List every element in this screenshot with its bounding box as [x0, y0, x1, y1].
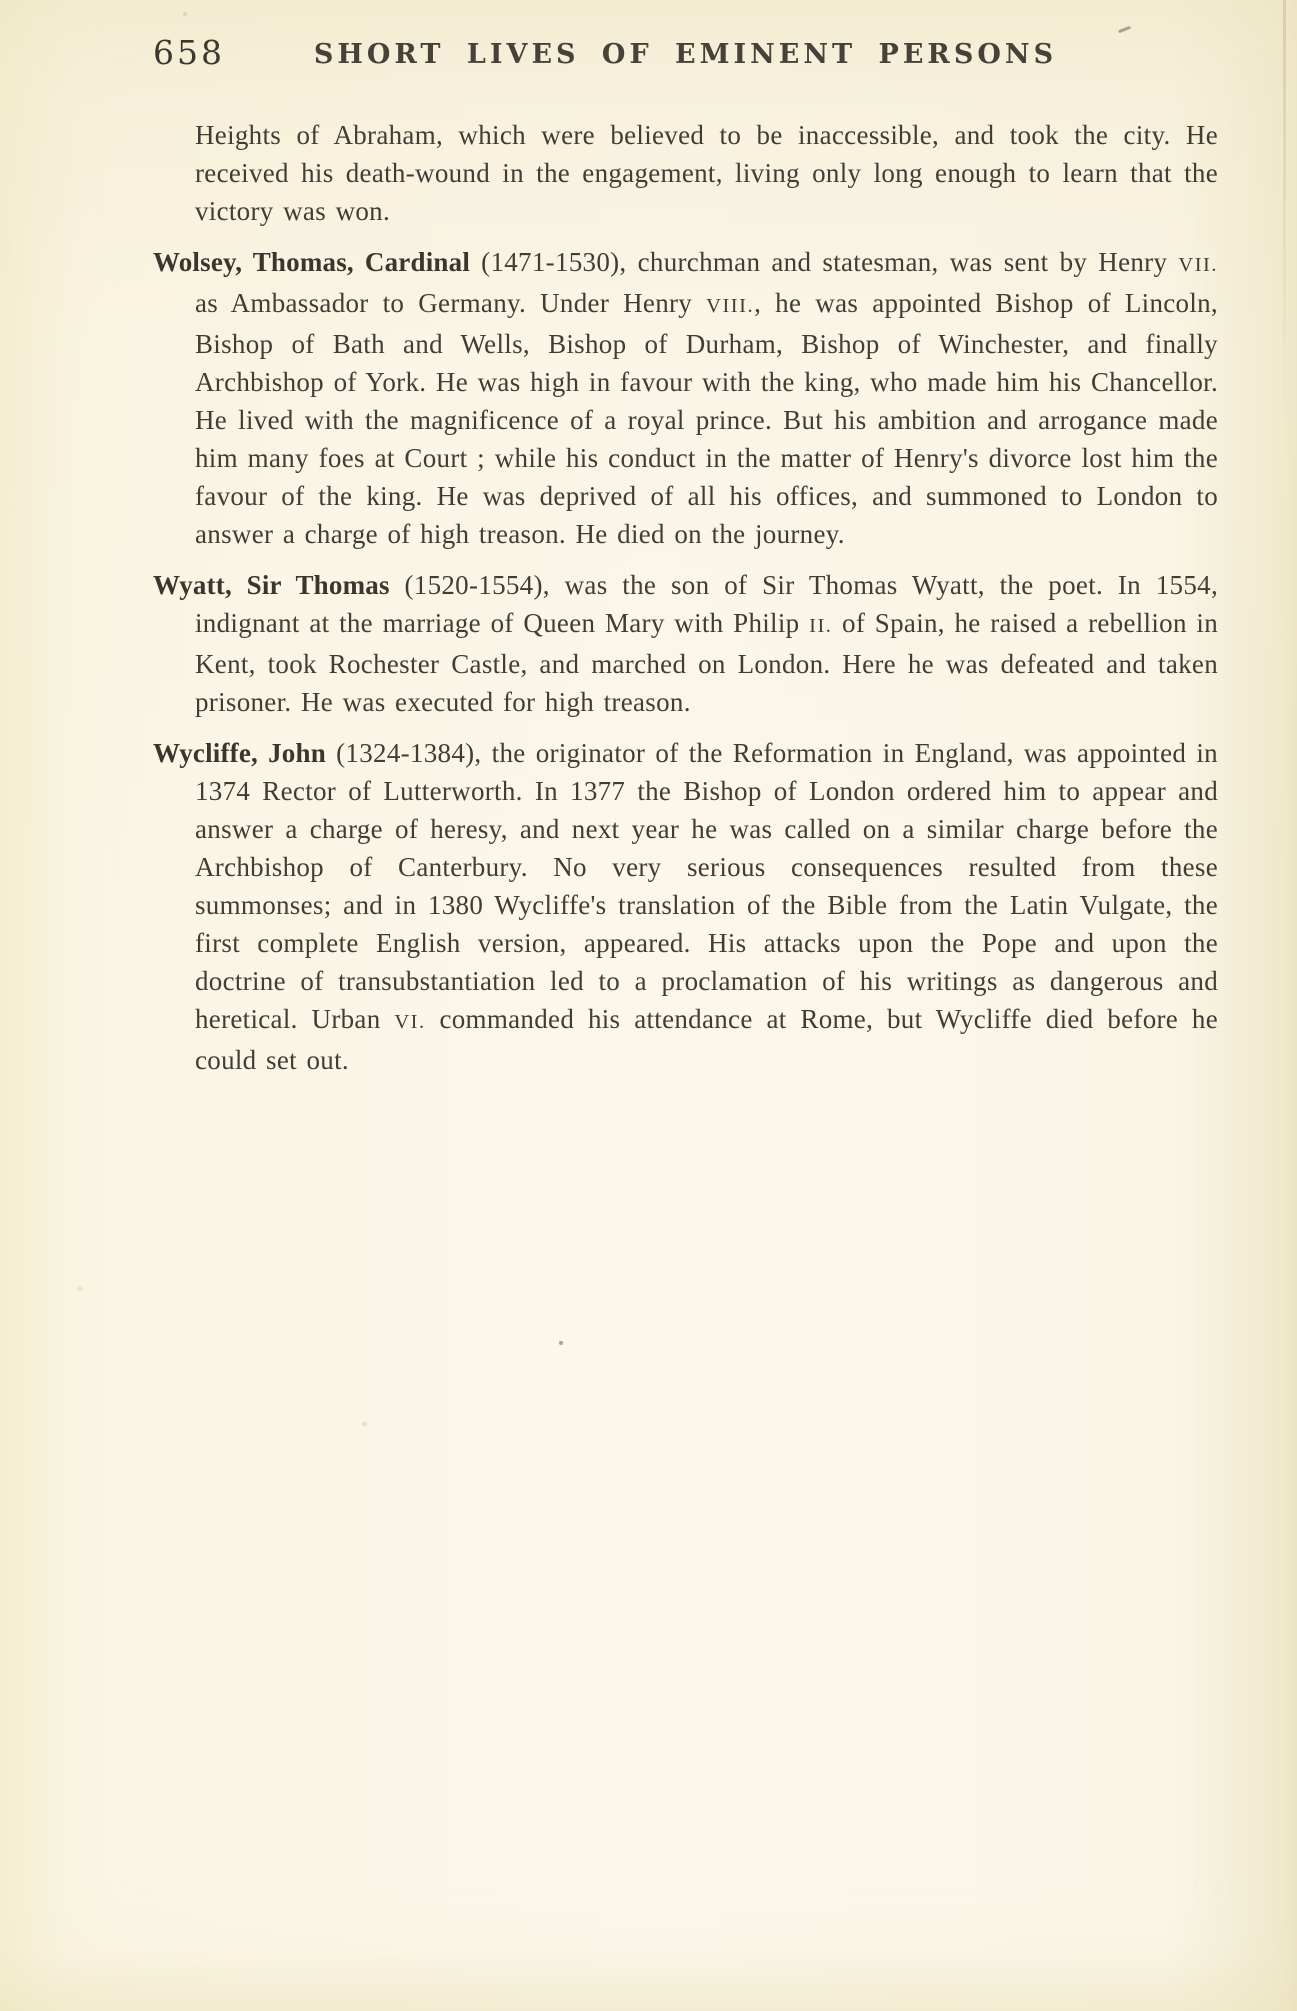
- text-run: II.: [809, 615, 833, 637]
- wyatt-entry: [153, 566, 1218, 721]
- page-edge-shadow: [1283, 0, 1286, 430]
- wycliffe-entry: [153, 734, 1218, 1079]
- paper-speck: [559, 1341, 563, 1345]
- paper-speck: [77, 1286, 83, 1291]
- page-body: [153, 116, 1218, 1079]
- text-run: (1520-1554), was the son of Sir Thomas Wyatt, the poet. In 1554, indignant at the marriage of Queen Mary with Philip: [195, 570, 1218, 638]
- paper-speck: [362, 1422, 367, 1426]
- running-title: SHORT LIVES OF EMINENT PERSONS: [313, 39, 1058, 70]
- text-run: VII.: [1178, 254, 1218, 276]
- text-run: commanded his attendance at Rome, but Wycliffe died before he could set out.: [195, 1004, 1218, 1075]
- entry-name: Wolsey, Thomas, Cardinal: [153, 247, 471, 277]
- text-run: Heights of Abraham, which were believed to be inaccessible, and took the city. He received his death-wound in the engagement, living only long enough to learn that the victory was won.: [195, 120, 1218, 226]
- paper-speck: [183, 12, 187, 16]
- text-run: (1471-1530), churchman and statesman, was sent by Henry: [470, 247, 1179, 277]
- page-number: 658: [153, 33, 225, 72]
- text-run: VI.: [394, 1011, 426, 1033]
- text-run: of Spain, he raised a rebellion in Kent, took Rochester Castle, and marched on London. Here he was defeated and taken prisoner. He was executed for high treason.: [195, 608, 1218, 717]
- wolsey-entry: [153, 243, 1218, 553]
- text-run: (1324-1384), the originator of the Reformation in England, was appointed in 1374 Rector of Lutterworth. In 1377 the Bishop of London ordered him to appear and answer a charge of heresy, and next year he was called on a similar charge before the Archbishop of Canterbury. No very serious consequences resulted from these summonses; and in 1380 Wycliffe's translation of the Bible from the Latin Vulgate, the first complete English version, appeared. His attacks upon the Pope and upon the doctrine of transubstantiation led to a proclamation of his writings as dangerous and heretical. Urban: [195, 738, 1218, 1034]
- continuation-paragraph: [195, 116, 1218, 230]
- page-header: [153, 0, 1218, 80]
- page-edge-shadow: [0, 1951, 1297, 2011]
- entry-name: Wyatt, Sir Thomas: [153, 570, 390, 600]
- entry-name: Wycliffe, John: [153, 738, 326, 768]
- text-run: , he was appointed Bishop of Lincoln, Bishop of Bath and Wells, Bishop of Durham, Bishop of Winchester, and finally Archbishop of York. He was high in favour with the king, who made him his Chancellor. He lived with the magnificence of a royal prince. But his ambition and arrogance made him many foes at Court ; while his conduct in the matter of Henry's divorce lost him the favour of the king. He was deprived of all his offices, and summoned to London to answer a charge of high treason. He died on the journey.: [195, 288, 1218, 549]
- text-run: VIII.: [706, 295, 755, 317]
- text-run: as Ambassador to Germany. Under Henry: [195, 288, 707, 318]
